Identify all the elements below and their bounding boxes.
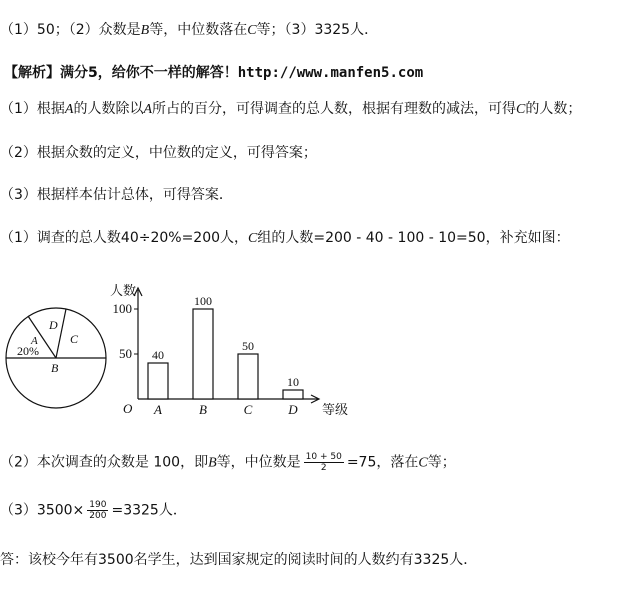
solution-3-text-2: =3325人． bbox=[111, 502, 187, 519]
figure bbox=[0, 268, 400, 428]
median-fraction-denominator: 2 bbox=[320, 463, 327, 473]
median-fraction bbox=[304, 452, 344, 473]
answer-line bbox=[0, 20, 378, 41]
pie-label-c: C bbox=[70, 332, 79, 346]
analysis-url: http://www.manfen5.com bbox=[237, 65, 424, 81]
y-tick-label: 100 bbox=[112, 301, 132, 316]
hint-1-text-1: （1）根据 bbox=[0, 101, 65, 117]
bar-a bbox=[148, 363, 168, 399]
y-axis-label: 人数 bbox=[110, 283, 137, 298]
solution-2-text-2: 等，中位数是 bbox=[216, 454, 301, 471]
pie-label-a-pct: 20% bbox=[17, 344, 39, 358]
x-axis-label: 等级 bbox=[322, 402, 349, 417]
hint-1-text-2: 的人数除以 bbox=[73, 101, 144, 117]
median-fraction-numerator: 10 + 50 bbox=[305, 452, 342, 462]
solution-2-grade-b: B bbox=[208, 455, 217, 471]
data-label: 10 bbox=[287, 375, 299, 389]
hint-2: （2）根据众数的定义，中位数的定义，可得答案； bbox=[0, 145, 317, 161]
bar-b bbox=[193, 309, 213, 399]
answer-text-1: （1）50；（2）众数是 bbox=[0, 22, 141, 38]
category-label: D bbox=[288, 402, 298, 417]
estimate-fraction-denominator: 200 bbox=[89, 511, 107, 521]
analysis-tag: 【解析】满分5，给你不一样的解答！ bbox=[4, 65, 238, 81]
data-label: 100 bbox=[194, 294, 212, 308]
solution-1-grade-c: C bbox=[248, 231, 258, 246]
solution-2 bbox=[0, 452, 456, 474]
bar-d bbox=[283, 390, 303, 399]
bar-chart bbox=[110, 283, 348, 417]
solution-1 bbox=[0, 228, 570, 249]
solution-1-text-2: 组的人数=200 - 40 - 100 - 10=50，补充如图： bbox=[257, 230, 570, 246]
pie-chart bbox=[6, 308, 106, 408]
answer-text-2: 等，中位数落在 bbox=[149, 22, 248, 38]
pie-label-d: D bbox=[49, 318, 58, 332]
hint-1-text-3: 所占的百分，可得调查的总人数，根据有理数的减法，可得 bbox=[152, 101, 517, 117]
solution-2-grade-c: C bbox=[418, 455, 428, 471]
category-label: A bbox=[154, 402, 162, 417]
hint-1-grade-a-2: A bbox=[143, 102, 153, 117]
estimate-fraction-numerator: 190 bbox=[89, 500, 107, 510]
pie-radius-d bbox=[56, 309, 66, 358]
conclusion: 答：该校今年有3500名学生，达到国家规定的阅读时间的人数约有3325人． bbox=[0, 552, 478, 568]
analysis-header bbox=[4, 63, 423, 83]
category-label: C bbox=[243, 402, 253, 417]
solution-3-text-1: （3）3500× bbox=[0, 502, 85, 519]
solution-2-text-3: =75，落在 bbox=[346, 454, 419, 471]
solution-2-text-4: 等； bbox=[427, 454, 456, 471]
hint-1 bbox=[0, 99, 581, 120]
estimate-fraction bbox=[87, 500, 108, 521]
data-label: 50 bbox=[242, 339, 254, 353]
answer-grade-b: B bbox=[140, 23, 150, 38]
data-label: 40 bbox=[152, 348, 164, 362]
bar-c bbox=[238, 354, 258, 399]
pie-label-b: B bbox=[51, 361, 59, 375]
solution-2-text-1: （2）本次调查的众数是 100，即 bbox=[0, 454, 209, 471]
solution-1-text-1: （1）调查的总人数40÷20%=200人， bbox=[0, 230, 249, 246]
solution-3 bbox=[0, 500, 187, 521]
y-tick-label: 50 bbox=[119, 346, 132, 361]
hint-1-grade-c: C bbox=[516, 102, 526, 117]
hint-3: （3）根据样本估计总体，可得答案． bbox=[0, 187, 233, 203]
hint-1-text-4: 的人数； bbox=[525, 101, 582, 117]
pie-label-a: A bbox=[31, 335, 38, 347]
hint-1-grade-a: A bbox=[64, 102, 74, 117]
answer-grade-c: C bbox=[247, 23, 257, 38]
category-label: B bbox=[199, 402, 207, 417]
answer-text-3: 等；（3）3325人． bbox=[256, 22, 379, 38]
origin-label: O bbox=[123, 401, 133, 416]
